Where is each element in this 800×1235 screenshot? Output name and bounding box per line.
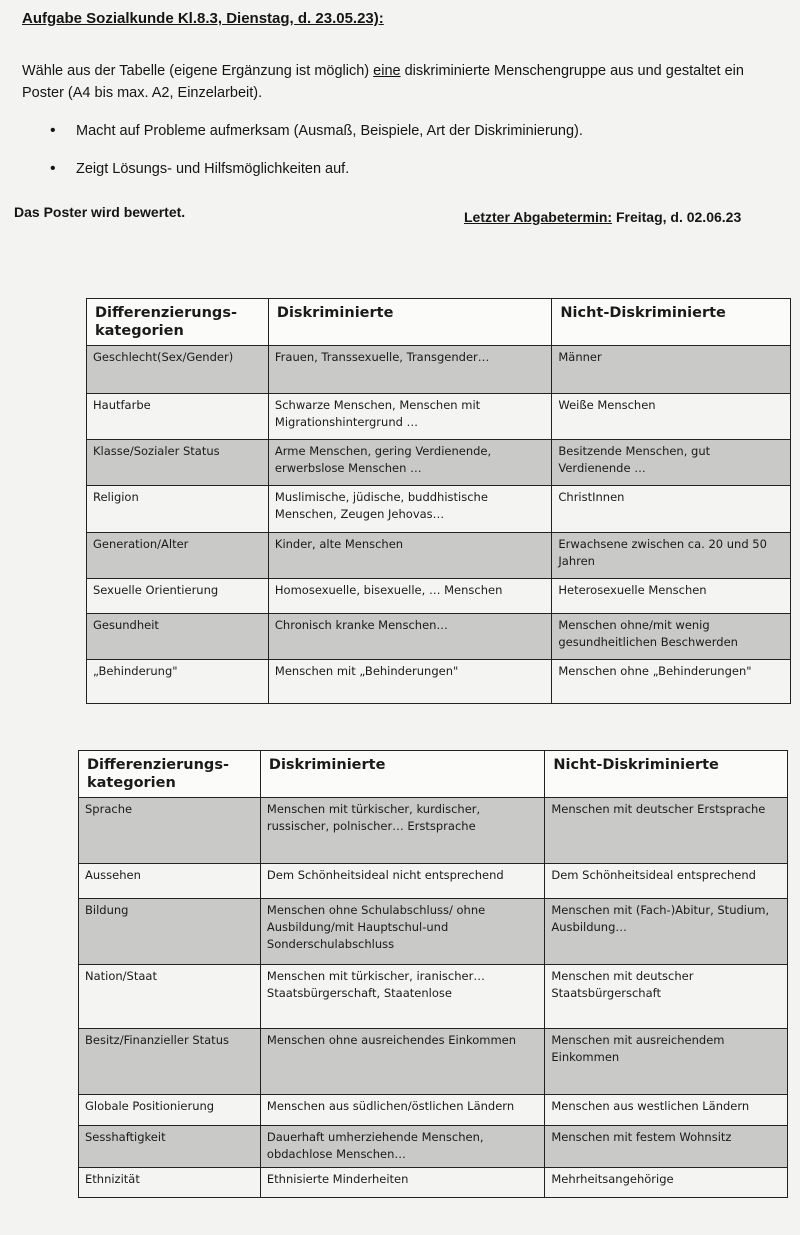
discrimination-table-2 bbox=[78, 750, 788, 1198]
task-emphasis: eine bbox=[373, 63, 401, 79]
discriminated-cell: Muslimische, jüdische, buddhistische Menschen, Zeugen Jehovas… bbox=[268, 486, 551, 533]
table-row bbox=[79, 864, 788, 899]
bullet-text: Macht auf Probleme aufmerksam (Ausmaß, Beispiele, Art der Diskriminierung). bbox=[76, 123, 583, 139]
discriminated-cell: Kinder, alte Menschen bbox=[268, 533, 551, 579]
category-cell: „Behinderung" bbox=[87, 660, 269, 704]
deadline bbox=[464, 209, 741, 225]
category-cell: Klasse/Sozialer Status bbox=[87, 440, 269, 486]
discrimination-table-1 bbox=[86, 298, 791, 704]
category-cell: Religion bbox=[87, 486, 269, 533]
not-discriminated-cell: Menschen mit deutscher Erstsprache bbox=[545, 798, 788, 864]
not-discriminated-cell: Weiße Menschen bbox=[552, 394, 791, 440]
category-cell: Nation/Staat bbox=[79, 965, 261, 1029]
header-category: Differenzierungs-kategorien bbox=[87, 299, 269, 346]
not-discriminated-cell: Menschen mit festem Wohnsitz bbox=[545, 1126, 788, 1168]
table-row bbox=[87, 394, 791, 440]
discriminated-cell: Menschen mit „Behinderungen" bbox=[268, 660, 551, 704]
category-cell: Gesundheit bbox=[87, 614, 269, 660]
table-row bbox=[79, 1126, 788, 1168]
discriminated-cell: Schwarze Menschen, Menschen mit Migrationshintergrund … bbox=[268, 394, 551, 440]
not-discriminated-cell: Heterosexuelle Menschen bbox=[552, 579, 791, 614]
discriminated-cell: Dem Schönheitsideal nicht entsprechend bbox=[260, 864, 544, 899]
table-header-row bbox=[79, 751, 788, 798]
discriminated-cell: Ethnisierte Minderheiten bbox=[260, 1168, 544, 1198]
not-discriminated-cell: Besitzende Menschen, gut Verdienende … bbox=[552, 440, 791, 486]
category-cell: Sprache bbox=[79, 798, 261, 864]
table-row bbox=[87, 579, 791, 614]
discriminated-cell: Menschen ohne Schulabschluss/ ohne Ausbildung/mit Hauptschul-und Sonderschulabschluss bbox=[260, 899, 544, 965]
discriminated-cell: Menschen ohne ausreichendes Einkommen bbox=[260, 1029, 544, 1095]
bullet-text: Zeigt Lösungs- und Hilfsmöglichkeiten auf. bbox=[76, 161, 350, 177]
task-text-end: diskriminierte Menschengruppe aus und gestaltet ein Poster (A4 bis max. A2, Einzelarbeit). bbox=[22, 63, 744, 101]
category-cell: Bildung bbox=[79, 899, 261, 965]
table-header-row bbox=[87, 299, 791, 346]
discriminated-cell: Frauen, Transsexuelle, Transgender… bbox=[268, 346, 551, 394]
discriminated-cell: Homosexuelle, bisexuelle, … Menschen bbox=[268, 579, 551, 614]
category-cell: Besitz/Finanzieller Status bbox=[79, 1029, 261, 1095]
category-cell: Generation/Alter bbox=[87, 533, 269, 579]
category-cell: Geschlecht(Sex/Gender) bbox=[87, 346, 269, 394]
category-cell: Aussehen bbox=[79, 864, 261, 899]
not-discriminated-cell: Menschen mit (Fach-)Abitur, Studium, Ausbildung… bbox=[545, 899, 788, 965]
table-row bbox=[87, 440, 791, 486]
page-title: Aufgabe Sozialkunde Kl.8.3, Dienstag, d. 23.05.23): bbox=[22, 10, 384, 27]
not-discriminated-cell: Menschen mit ausreichendem Einkommen bbox=[545, 1029, 788, 1095]
table-row bbox=[79, 899, 788, 965]
not-discriminated-cell: Mehrheitsangehörige bbox=[545, 1168, 788, 1198]
table-row bbox=[79, 1168, 788, 1198]
not-discriminated-cell: Männer bbox=[552, 346, 791, 394]
deadline-label: Letzter Abgabetermin: bbox=[464, 209, 613, 225]
category-cell: Globale Positionierung bbox=[79, 1095, 261, 1126]
bullet-item bbox=[50, 122, 583, 140]
not-discriminated-cell: Dem Schönheitsideal entsprechend bbox=[545, 864, 788, 899]
discriminated-cell: Chronisch kranke Menschen… bbox=[268, 614, 551, 660]
table-row bbox=[87, 660, 791, 704]
grading-note: Das Poster wird bewertet. bbox=[14, 204, 186, 220]
header-not-discriminated: Nicht-Diskriminierte bbox=[552, 299, 791, 346]
category-cell: Ethnizität bbox=[79, 1168, 261, 1198]
bullet-icon: • bbox=[50, 122, 56, 139]
task-text-start: Wähle aus der Tabelle (eigene Ergänzung ist möglich) bbox=[22, 63, 374, 79]
category-cell: Sesshaftigkeit bbox=[79, 1126, 261, 1168]
discriminated-cell: Arme Menschen, gering Verdienende, erwerbslose Menschen … bbox=[268, 440, 551, 486]
task-description bbox=[22, 60, 782, 104]
table-row bbox=[87, 533, 791, 579]
discriminated-cell: Menschen mit türkischer, iranischer… Staatsbürgerschaft, Staatenlose bbox=[260, 965, 544, 1029]
table-row bbox=[87, 614, 791, 660]
table-row bbox=[79, 1029, 788, 1095]
table-row bbox=[79, 1095, 788, 1126]
table2-body bbox=[79, 798, 788, 1198]
table-row bbox=[79, 965, 788, 1029]
header-category: Differenzierungs-kategorien bbox=[79, 751, 261, 798]
bullet-icon: • bbox=[50, 160, 56, 177]
discriminated-cell: Menschen mit türkischer, kurdischer, russischer, polnischer… Erstsprache bbox=[260, 798, 544, 864]
header-not-discriminated: Nicht-Diskriminierte bbox=[545, 751, 788, 798]
table1-body bbox=[87, 346, 791, 704]
table-row bbox=[87, 346, 791, 394]
category-cell: Sexuelle Orientierung bbox=[87, 579, 269, 614]
table-row bbox=[79, 798, 788, 864]
not-discriminated-cell: Menschen aus westlichen Ländern bbox=[545, 1095, 788, 1126]
not-discriminated-cell: ChristInnen bbox=[552, 486, 791, 533]
not-discriminated-cell: Menschen mit deutscher Staatsbürgerschaft bbox=[545, 965, 788, 1029]
deadline-value: Freitag, d. 02.06.23 bbox=[612, 209, 742, 225]
not-discriminated-cell: Menschen ohne/mit wenig gesundheitlichen Beschwerden bbox=[552, 614, 791, 660]
discriminated-cell: Dauerhaft umherziehende Menschen, obdachlose Menschen… bbox=[260, 1126, 544, 1168]
header-discriminated: Diskriminierte bbox=[268, 299, 551, 346]
header-discriminated: Diskriminierte bbox=[260, 751, 544, 798]
not-discriminated-cell: Menschen ohne „Behinderungen" bbox=[552, 660, 791, 704]
discriminated-cell: Menschen aus südlichen/östlichen Ländern bbox=[260, 1095, 544, 1126]
table-row bbox=[87, 486, 791, 533]
category-cell: Hautfarbe bbox=[87, 394, 269, 440]
bullet-item bbox=[50, 160, 349, 178]
not-discriminated-cell: Erwachsene zwischen ca. 20 und 50 Jahren bbox=[552, 533, 791, 579]
